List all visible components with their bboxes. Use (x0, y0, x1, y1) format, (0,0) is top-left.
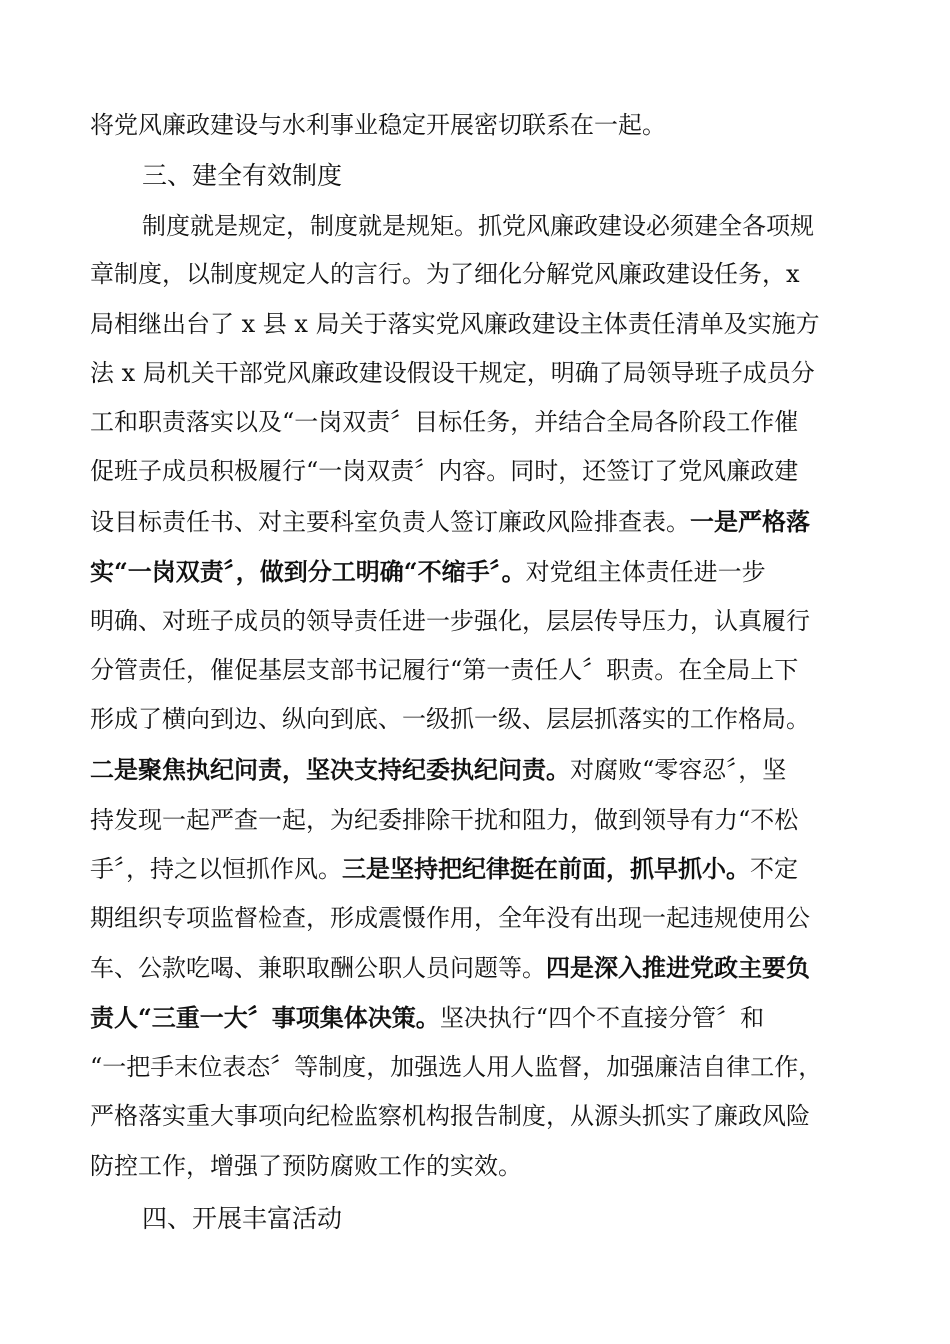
text-run: 制度就是规定，制度就是规矩。抓党风廉政建设必须建全各项规 (142, 212, 814, 240)
text-run: 形成了横向到边、纵向到底、一级抓一级、层层抓落实的工作格局。 (90, 705, 810, 733)
text-run: 促班子成员积极履行“一岗双责〞内容。同时，还签订了党风廉政建 (90, 457, 799, 485)
text-run: 对党组主体责任进一步 (525, 558, 766, 586)
paragraph-line (90, 695, 870, 743)
text-run: 设目标责任书、对主要科室负责人签订廉政风险排查表。 (90, 508, 690, 536)
paragraph-line (90, 944, 870, 992)
bold-text-run: 三是坚持把纪律挺在前面，抓早抓小。 (342, 854, 750, 883)
text-run: 持发现一起严查一起，为纪委排除干扰和阻力，做到领导有力“不松 (90, 806, 799, 834)
paragraph-line (90, 894, 870, 942)
paragraph-line (90, 1043, 870, 1091)
paragraph-line (90, 250, 870, 298)
bold-text-run: 责人“三重一大〞事项集体决策。 (90, 1003, 440, 1032)
paragraph-line (90, 498, 870, 546)
paragraph-line (90, 101, 870, 149)
paragraph-line (90, 1142, 870, 1190)
section-heading (142, 1195, 922, 1243)
bold-text-run: 二是聚焦执纪问责，坚决支持纪委执纪问责。 (90, 755, 570, 784)
text-run: 分管责任，催促基层支部书记履行“第一责任人〞职责。在全局上下 (90, 656, 799, 684)
paragraph-line (90, 796, 870, 844)
paragraph-line (90, 746, 870, 794)
text-run: 不定 (750, 855, 798, 883)
heading-text: 三、建全有效制度 (142, 161, 343, 190)
text-run: 对腐败“零容忍〞，坚 (570, 756, 787, 784)
paragraph-line (90, 597, 870, 645)
paragraph-line (90, 1092, 870, 1140)
text-run: 严格落实重大事项向纪检监察机构报告制度，从源头抓实了廉政风险 (90, 1102, 810, 1130)
bold-text-run: 一是严格落 (690, 507, 810, 536)
heading-text: 四、开展丰富活动 (142, 1204, 343, 1233)
bold-text-run: 实“一岗双责〞，做到分工明确“不缩手〞。 (90, 557, 526, 586)
bold-text-run: 四是深入推进党政主要负 (546, 953, 810, 982)
section-heading (142, 152, 922, 200)
paragraph-line (90, 447, 870, 495)
text-run: 章制度，以制度规定人的言行。为了细化分解党风廉政建设任务，x (90, 260, 800, 288)
text-run: “一把手末位表态〞等制度，加强选人用人监督，加强廉洁自律工作， (90, 1053, 823, 1081)
paragraph-line (90, 349, 870, 397)
text-run: 车、公款吃喝、兼职取酬公职人员问题等。 (90, 954, 546, 982)
text-run: 期组织专项监督检查，形成震慑作用，全年没有出现一起违规使用公 (90, 904, 810, 932)
paragraph-line (90, 548, 870, 596)
paragraph-line (90, 398, 870, 446)
text-run: 手〞，持之以恒抓作风。 (90, 855, 342, 883)
paragraph-line (90, 646, 870, 694)
text-run: 明确、对班子成员的领导责任进一步强化，层层传导压力，认真履行 (90, 607, 810, 635)
text-run: 防控工作，增强了预防腐败工作的实效。 (90, 1152, 522, 1180)
text-run: 法 x 局机关干部党风廉政建设假设干规定，明确了局领导班子成员分 (90, 359, 815, 387)
paragraph-line (90, 300, 870, 348)
text-run: 将党风廉政建设与水利事业稳定开展密切联系在一起。 (90, 111, 666, 139)
paragraph-line (142, 202, 870, 250)
paragraph-line (90, 845, 870, 893)
text-run: 局相继出台了 x 县 x 局关于落实党风廉政建设主体责任清单及实施方 (90, 310, 820, 338)
text-run: 坚决执行“四个不直接分管〞和 (439, 1004, 765, 1032)
paragraph-line (90, 994, 870, 1042)
text-run: 工和职责落实以及“一岗双责〞目标任务，并结合全局各阶段工作催 (90, 408, 799, 436)
